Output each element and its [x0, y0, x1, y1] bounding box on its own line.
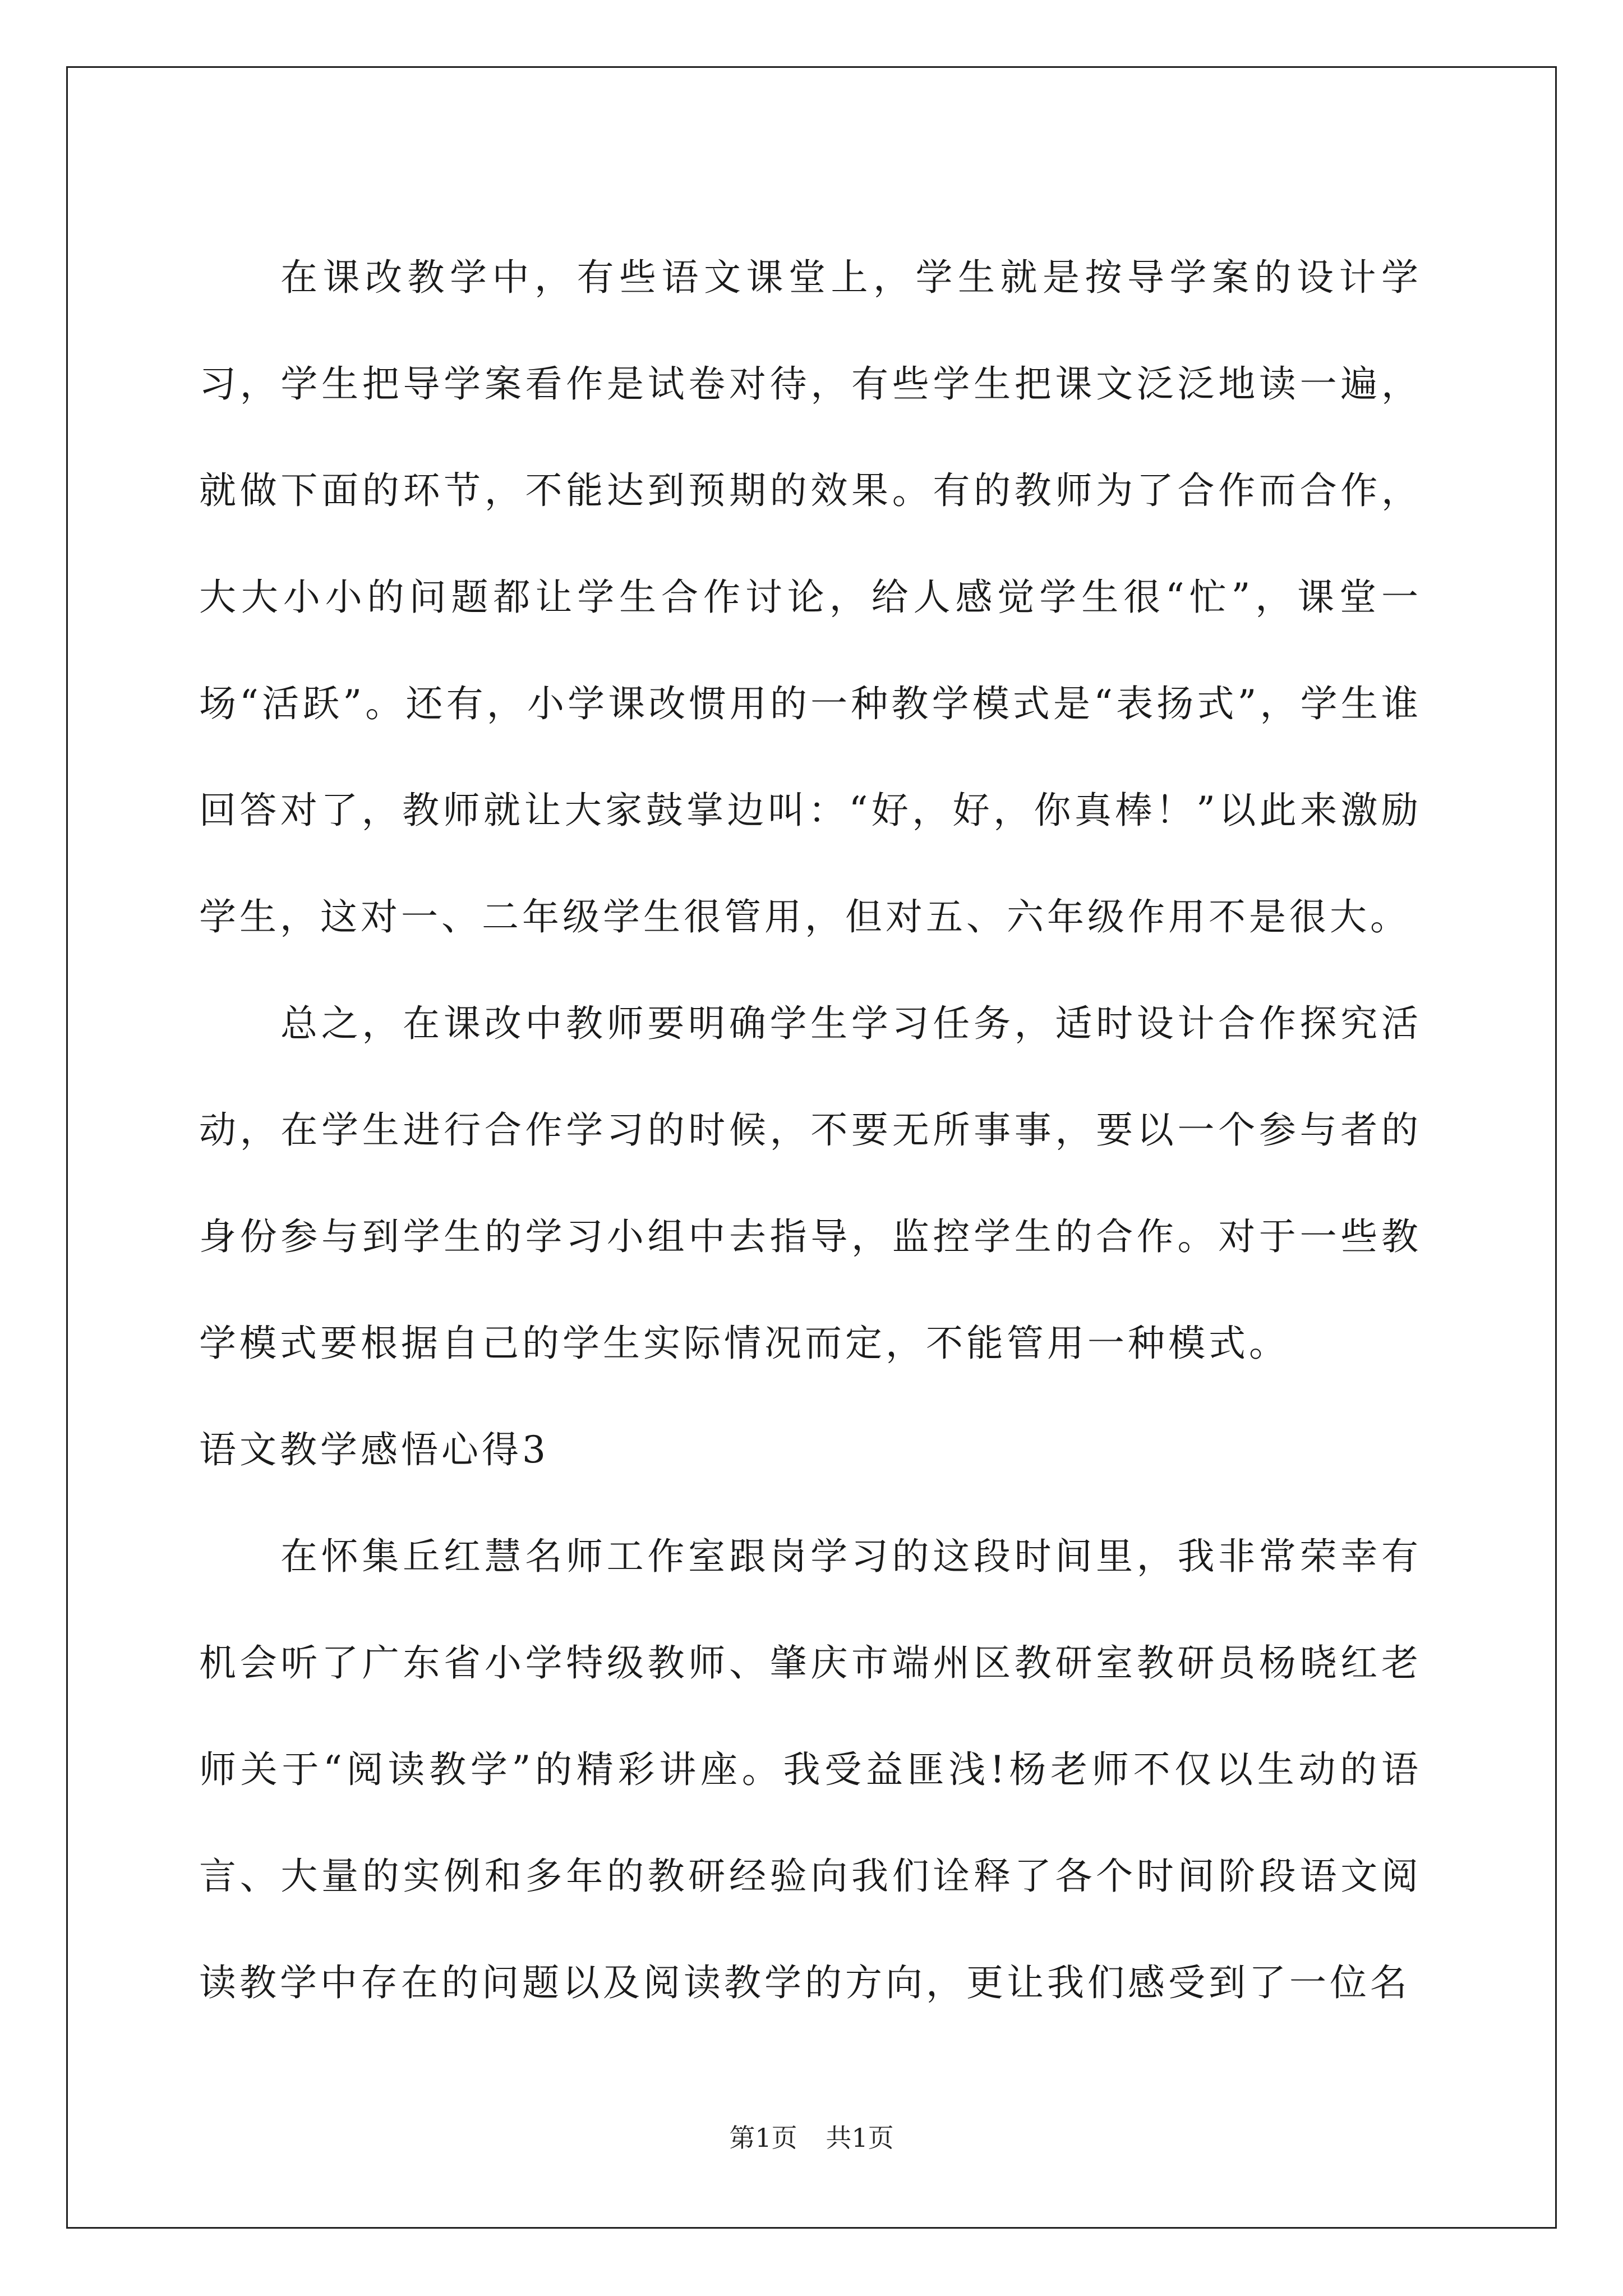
- document-body: [199, 224, 1422, 2036]
- paragraph-2: 总之，在课改中教师要明确学生学习任务，适时设计合作探究活动，在学生进行合作学习的时候，不要无所事事，要以一个参与者的身份参与到学生的学习小组中去指导，监控学生的合作。对于一些教学模式要根据自己的学生实际情况而定，不能管用一种模式。: [199, 1002, 1422, 1365]
- paragraph-3: 在怀集丘红慧名师工作室跟岗学习的这段时间里，我非常荣幸有机会听了广东省小学特级教师、肇庆市端州区教研室教研员杨晓红老师关于“阅读教学”的精彩讲座。我受益匪浅!杨老师不仅以生动的语言、大量的实例和多年的教研经验向我们诠释了各个时间阶段语文阅读教学中存在的问题以及阅读教学的方向，更让我们感受到了一位名: [199, 1535, 1422, 2004]
- page-footer: [0, 2118, 1623, 2155]
- section-heading: 语文教学感悟心得3: [199, 1428, 549, 1471]
- paragraph-1: 在课改教学中，有些语文课堂上，学生就是按导学案的设计学习，学生把导学案看作是试卷对待，有些学生把课文泛泛地读一遍，就做下面的环节，不能达到预期的效果。有的教师为了合作而合作，大大小小的问题都让学生合作讨论，给人感觉学生很“忙”，课堂一场“活跃”。还有，小学课改惯用的一种教学模式是“表扬式”，学生谁回答对了，教师就让大家鼓掌边叫：“好，好，你真棒！”以此来激励学生，这对一、二年级学生很管用，但对五、六年级作用不是很大。: [199, 256, 1422, 938]
- page-number: 第1页: [729, 2123, 797, 2153]
- page-total: 共1页: [826, 2123, 894, 2153]
